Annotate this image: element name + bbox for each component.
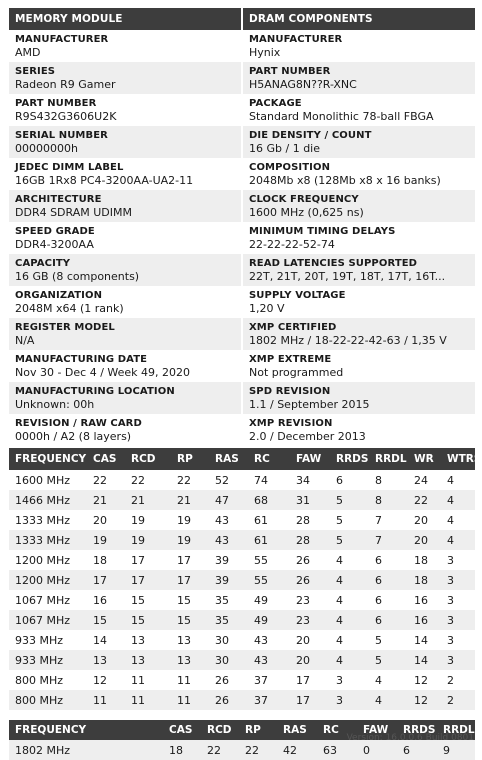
table-row [9,590,475,610]
column-header: CAS [165,720,203,740]
field-label: XMP CERTIFIED [249,322,337,333]
table-cell: 12 [93,673,107,687]
table-cell: 17 [127,570,173,590]
table-cell: 37 [250,690,292,710]
table-cell: 20 [93,513,107,527]
field-label: COMPOSITION [249,162,331,173]
field-label: MANUFACTURER [15,34,109,45]
table-cell: 0 [359,740,399,760]
field-value: 2048M x64 (1 rank) [15,302,124,315]
table-cell: 1466 MHz [9,490,89,510]
info-field [9,30,241,62]
field-value: R9S432G3606U2K [15,110,117,123]
field-value: AMD [15,46,41,59]
field-value: Hynix [249,46,281,59]
table-cell: 14 [410,650,443,670]
field-value: 22T, 21T, 20T, 19T, 18T, 17T, 16T... [249,270,446,283]
table-cell: 5 [332,490,371,510]
info-field [9,414,241,446]
spd-panel [9,8,482,760]
field-label: READ LATENCIES SUPPORTED [249,258,418,269]
table-cell: 49 [254,593,268,607]
column-header: RP [173,448,211,470]
field-value: Nov 30 - Dec 4 / Week 49, 2020 [15,366,191,379]
info-field [9,318,241,350]
table-cell: 13 [173,650,211,670]
column-header: RCD [127,448,173,470]
table-cell: 1333 MHz [9,530,89,550]
field-label: MINIMUM TIMING DELAYS [249,226,396,237]
column-header: FAW [292,448,332,470]
table-row [9,650,475,670]
table-cell: 21 [127,490,173,510]
table-cell: 55 [250,570,292,590]
table-cell: 3 [447,553,454,567]
table-cell: 17 [89,570,127,590]
table-cell: 3 [447,593,454,607]
table-cell: 15 [127,610,173,630]
table-cell: 43 [215,513,229,527]
table-cell: 47 [211,490,250,510]
table-cell: 20 [292,650,332,670]
table-cell: 4 [332,570,371,590]
table-cell: 3 [336,673,343,687]
info-field [9,126,241,158]
table-cell: 13 [131,633,145,647]
table-cell: 6 [375,553,382,567]
column-header: FREQUENCY [9,448,89,470]
table-cell: 19 [173,530,211,550]
table-cell: 18 [414,553,428,567]
table-cell: 11 [89,690,127,710]
table-row [9,550,475,570]
table-cell: 28 [296,513,310,527]
table-cell: 39 [211,570,250,590]
table-cell: 28 [292,530,332,550]
table-cell: 23 [296,593,310,607]
field-value: Standard Monolithic 78-ball FBGA [249,110,434,123]
field-value: 2.0 / December 2013 [249,430,366,443]
field-value: 1600 MHz (0,625 ns) [249,206,364,219]
table-cell: 4 [443,530,475,550]
info-field [9,286,241,318]
table-cell: 20 [296,633,310,647]
table-cell: 5 [371,650,410,670]
table-cell: 7 [371,530,410,550]
field-label: SERIAL NUMBER [15,130,108,141]
field-value: DDR4-3200AA [15,238,94,251]
table-cell: 1200 MHz [15,553,71,567]
info-field [243,382,475,414]
column-header: RCD [203,720,241,740]
field-label: MANUFACTURING LOCATION [15,386,175,397]
info-field [243,222,475,254]
column-header: RAS [211,448,250,470]
info-field [9,350,241,382]
table-cell: 3 [443,610,475,630]
table-cell: 18 [410,570,443,590]
field-label: JEDEC DIMM LABEL [15,162,124,173]
table-cell: 6 [375,593,382,607]
table-cell: 933 MHz [9,650,89,670]
field-label: SPD REVISION [249,386,331,397]
field-value: 2048Mb x8 (128Mb x8 x 16 banks) [249,174,441,187]
field-label: PART NUMBER [15,98,97,109]
column-header: RAS [279,720,319,740]
table-cell: 22 [241,740,279,760]
field-value: Unknown: 00h [15,398,95,411]
column-header: CAS [89,448,127,470]
info-field [243,318,475,350]
table-cell: 13 [89,650,127,670]
table-cell: 800 MHz [9,690,89,710]
table-cell: 26 [296,553,310,567]
field-label: MANUFACTURING DATE [15,354,148,365]
column-header: FREQUENCY [9,720,165,740]
table-cell: 30 [215,633,229,647]
table-cell: 2 [447,673,454,687]
table-cell: 17 [131,553,145,567]
table-row [9,490,475,510]
column-header: RC [319,720,359,740]
memory-module-header: MEMORY MODULE [9,8,241,30]
info-field [9,190,241,222]
column-header: RP [241,720,279,740]
table-cell: 21 [89,490,127,510]
field-value: 16 GB (8 components) [15,270,140,283]
table-cell: 22 [177,473,191,487]
table-cell: 11 [177,673,191,687]
field-value: N/A [15,334,35,347]
table-cell: 7 [375,513,382,527]
field-value: 1802 MHz / 18-22-22-42-63 / 1,35 V [249,334,447,347]
table-cell: 9 [439,740,475,760]
field-label: DIE DENSITY / COUNT [249,130,372,141]
column-header: RRDS [332,448,371,470]
xmp-row [9,740,475,760]
table-cell: 4 [447,473,454,487]
table-cell: 933 MHz [15,633,64,647]
table-cell: 20 [414,513,428,527]
table-cell: 61 [250,530,292,550]
column-header: WTRS [443,448,475,470]
table-cell: 43 [250,650,292,670]
info-field [243,158,475,190]
table-cell: 22 [131,473,145,487]
table-cell: 4 [371,690,410,710]
column-header: RC [250,448,292,470]
info-field [243,62,475,94]
table-cell: 1067 MHz [9,610,89,630]
table-cell: 24 [414,473,428,487]
table-cell: 17 [177,553,191,567]
info-field [243,126,475,158]
table-cell: 18 [93,553,107,567]
table-cell: 26 [215,673,229,687]
info-field [243,190,475,222]
table-row [9,630,475,650]
field-value: DDR4 SDRAM UDIMM [15,206,132,219]
field-label: SPEED GRADE [15,226,95,237]
table-cell: 19 [131,513,145,527]
table-row [9,470,475,490]
timings-header-row [9,448,475,470]
table-row [9,510,475,530]
table-cell: 61 [254,513,268,527]
table-cell: 3 [443,570,475,590]
table-cell: 15 [131,593,145,607]
info-field [9,382,241,414]
table-cell: 8 [371,490,410,510]
table-cell: 4 [443,490,475,510]
table-cell: 19 [89,530,127,550]
table-cell: 2 [443,690,475,710]
table-cell: 16 [93,593,107,607]
table-cell: 43 [211,530,250,550]
table-cell: 6 [399,740,439,760]
table-cell: 49 [250,610,292,630]
table-cell: 17 [173,570,211,590]
column-header: WR [410,448,443,470]
table-cell: 42 [279,740,319,760]
field-label: REGISTER MODEL [15,322,115,333]
field-label: MANUFACTURER [249,34,343,45]
table-cell: 16 [414,593,428,607]
table-cell: 68 [250,490,292,510]
table-cell: 30 [211,650,250,670]
table-row [9,610,475,630]
info-field [243,414,475,446]
field-label: SERIES [15,66,56,77]
table-cell: 14 [414,633,428,647]
table-cell: 17 [296,673,310,687]
table-cell: 37 [254,673,268,687]
table-cell: 18 [165,740,203,760]
table-cell: 6 [371,570,410,590]
memory-module-section [9,8,241,446]
table-cell: 35 [215,593,229,607]
table-cell: 13 [127,650,173,670]
info-field [9,254,241,286]
info-field [243,94,475,126]
info-field [243,350,475,382]
table-row [9,670,475,690]
table-cell: 52 [215,473,229,487]
field-value: Radeon R9 Gamer [15,78,116,91]
table-cell: 23 [292,610,332,630]
field-label: CLOCK FREQUENCY [249,194,359,205]
table-cell: 15 [177,593,191,607]
table-cell: 1333 MHz [15,513,71,527]
table-cell: 15 [173,610,211,630]
timings-table [9,448,482,710]
table-cell: 55 [254,553,268,567]
table-cell: 8 [375,473,382,487]
table-cell: 15 [89,610,127,630]
table-cell: 5 [336,513,343,527]
info-field [9,222,241,254]
table-cell: 26 [211,690,250,710]
table-cell: 16 [410,610,443,630]
info-field [9,62,241,94]
table-cell: 22 [203,740,241,760]
field-label: SUPPLY VOLTAGE [249,290,346,301]
field-label: XMP EXTREME [249,354,332,365]
dram-components-header: DRAM COMPONENTS [243,8,475,30]
field-value: 00000000h [15,142,78,155]
field-value: 16 Gb / 1 die [249,142,321,155]
field-label: ARCHITECTURE [15,194,102,205]
table-cell: 12 [414,673,428,687]
column-header: RRDL [439,720,475,740]
table-cell: 4 [375,673,382,687]
table-cell: 19 [127,530,173,550]
field-value: 16GB 1Rx8 PC4-3200AA-UA2-11 [15,174,194,187]
table-cell: 1200 MHz [9,570,89,590]
field-label: PACKAGE [249,98,302,109]
table-cell: 11 [173,690,211,710]
table-cell: 12 [410,690,443,710]
info-field [9,94,241,126]
column-header: RRDS [399,720,439,740]
info-field [243,254,475,286]
table-cell: 39 [215,553,229,567]
table-cell: 22 [93,473,107,487]
table-cell: 5 [332,530,371,550]
table-cell: 17 [292,690,332,710]
table-cell: 1600 MHz [15,473,71,487]
table-cell: 4 [336,633,343,647]
table-cell: 3 [443,650,475,670]
field-value: 1.1 / September 2015 [249,398,370,411]
table-cell: 3 [447,633,454,647]
field-value: 22-22-22-52-74 [249,238,335,251]
table-row [9,530,475,550]
table-cell: 20 [410,530,443,550]
field-value: H5ANAG8N??R-XNC [249,78,357,91]
table-cell: 43 [254,633,268,647]
table-cell: 1802 MHz [9,740,165,760]
table-cell: 19 [177,513,191,527]
table-cell: 3 [332,690,371,710]
table-cell: 4 [332,610,371,630]
table-cell: 21 [173,490,211,510]
field-value: 1,20 V [249,302,285,315]
table-cell: 31 [292,490,332,510]
table-cell: 5 [375,633,382,647]
column-header: FAW [359,720,399,740]
field-value: Not programmed [249,366,344,379]
table-cell: 13 [177,633,191,647]
field-value: 0000h / A2 (8 layers) [15,430,132,443]
table-cell: 11 [131,673,145,687]
field-label: XMP REVISION [249,418,333,429]
column-header: RRDL [371,448,410,470]
table-cell: 14 [93,633,107,647]
table-cell: 11 [127,690,173,710]
table-cell: 4 [336,553,343,567]
info-field [243,286,475,318]
table-cell: 34 [296,473,310,487]
info-field [243,30,475,62]
table-cell: 4 [447,513,454,527]
table-cell: 800 MHz [15,673,64,687]
info-field [9,158,241,190]
table-cell: 26 [292,570,332,590]
table-cell: 1067 MHz [15,593,71,607]
table-cell: 74 [254,473,268,487]
field-label: REVISION / RAW CARD [15,418,142,429]
table-cell: 6 [371,610,410,630]
table-cell: 4 [336,593,343,607]
table-cell: 35 [211,610,250,630]
field-label: PART NUMBER [249,66,331,77]
table-row [9,690,475,710]
table-cell: 4 [332,650,371,670]
table-cell: 63 [319,740,359,760]
table-row [9,570,475,590]
info-grid [9,8,475,446]
table-cell: 22 [410,490,443,510]
dram-components-section [243,8,475,446]
field-label: CAPACITY [15,258,71,269]
table-cell: 6 [336,473,343,487]
version-label: Version: 16.0.0.6 Build 0801 [346,733,474,743]
field-label: ORGANIZATION [15,290,103,301]
